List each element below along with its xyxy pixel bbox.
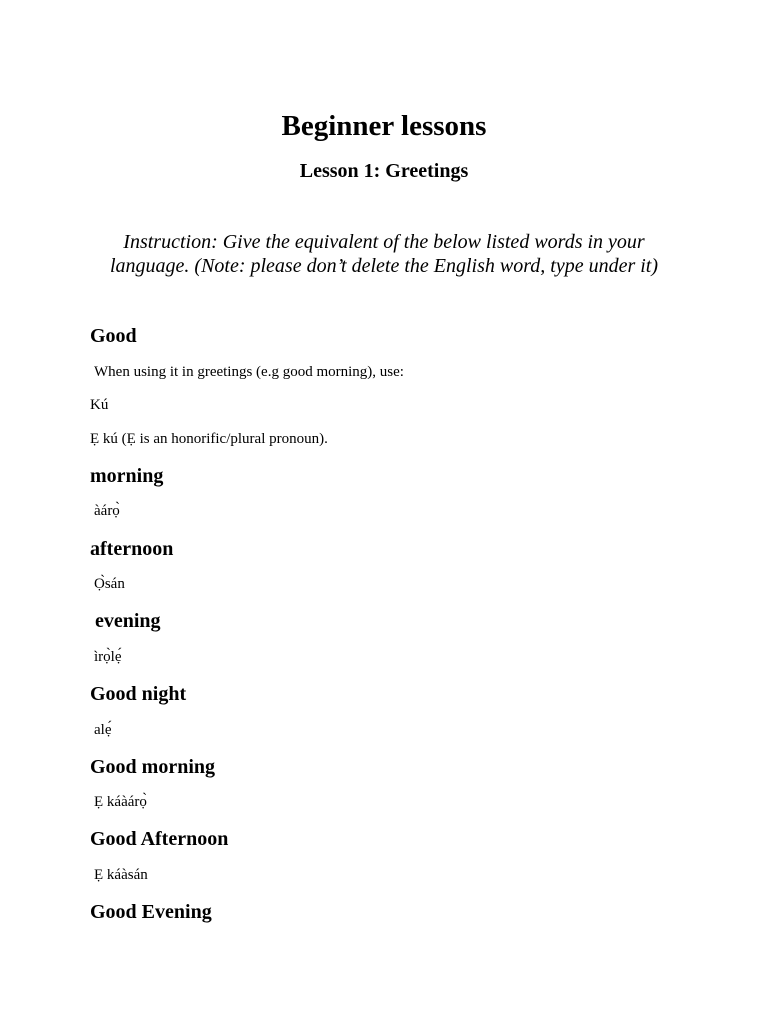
entry-heading-good: Good bbox=[90, 325, 137, 347]
instruction-text: Instruction: Give the equivalent of the below listed words in your language. (Note: please don’t delete the English word, type under it) bbox=[109, 231, 659, 277]
entry-translation-good-morning: Ẹ káàárọ̀ bbox=[94, 794, 147, 810]
entry-heading-good-afternoon: Good Afternoon bbox=[90, 828, 229, 850]
entry-translation-ku: Kú bbox=[90, 397, 109, 413]
entry-translation-e-ku: Ẹ kú (Ẹ is an honorific/plural pronoun). bbox=[90, 431, 328, 447]
document-title: Beginner lessons bbox=[281, 110, 487, 142]
entry-translation-evening: ìrọ̀lẹ́ bbox=[94, 649, 122, 665]
entry-heading-good-morning: Good morning bbox=[90, 756, 216, 778]
entry-translation-morning: àárọ̀ bbox=[94, 503, 120, 519]
entry-translation-good-afternoon: Ẹ káàsán bbox=[94, 867, 148, 883]
entry-translation-afternoon: Ọ̀sán bbox=[94, 576, 125, 592]
entry-heading-evening: evening bbox=[95, 610, 161, 632]
entry-translation-good-night: alẹ́ bbox=[94, 722, 112, 738]
entry-heading-good-evening: Good Evening bbox=[90, 901, 212, 923]
entry-heading-good-night: Good night bbox=[90, 683, 187, 705]
entry-heading-morning: morning bbox=[90, 465, 164, 487]
entry-heading-afternoon: afternoon bbox=[90, 538, 174, 560]
lesson-subtitle: Lesson 1: Greetings bbox=[299, 160, 469, 182]
entry-note-good: When using it in greetings (e.g good morning), use: bbox=[94, 364, 404, 380]
